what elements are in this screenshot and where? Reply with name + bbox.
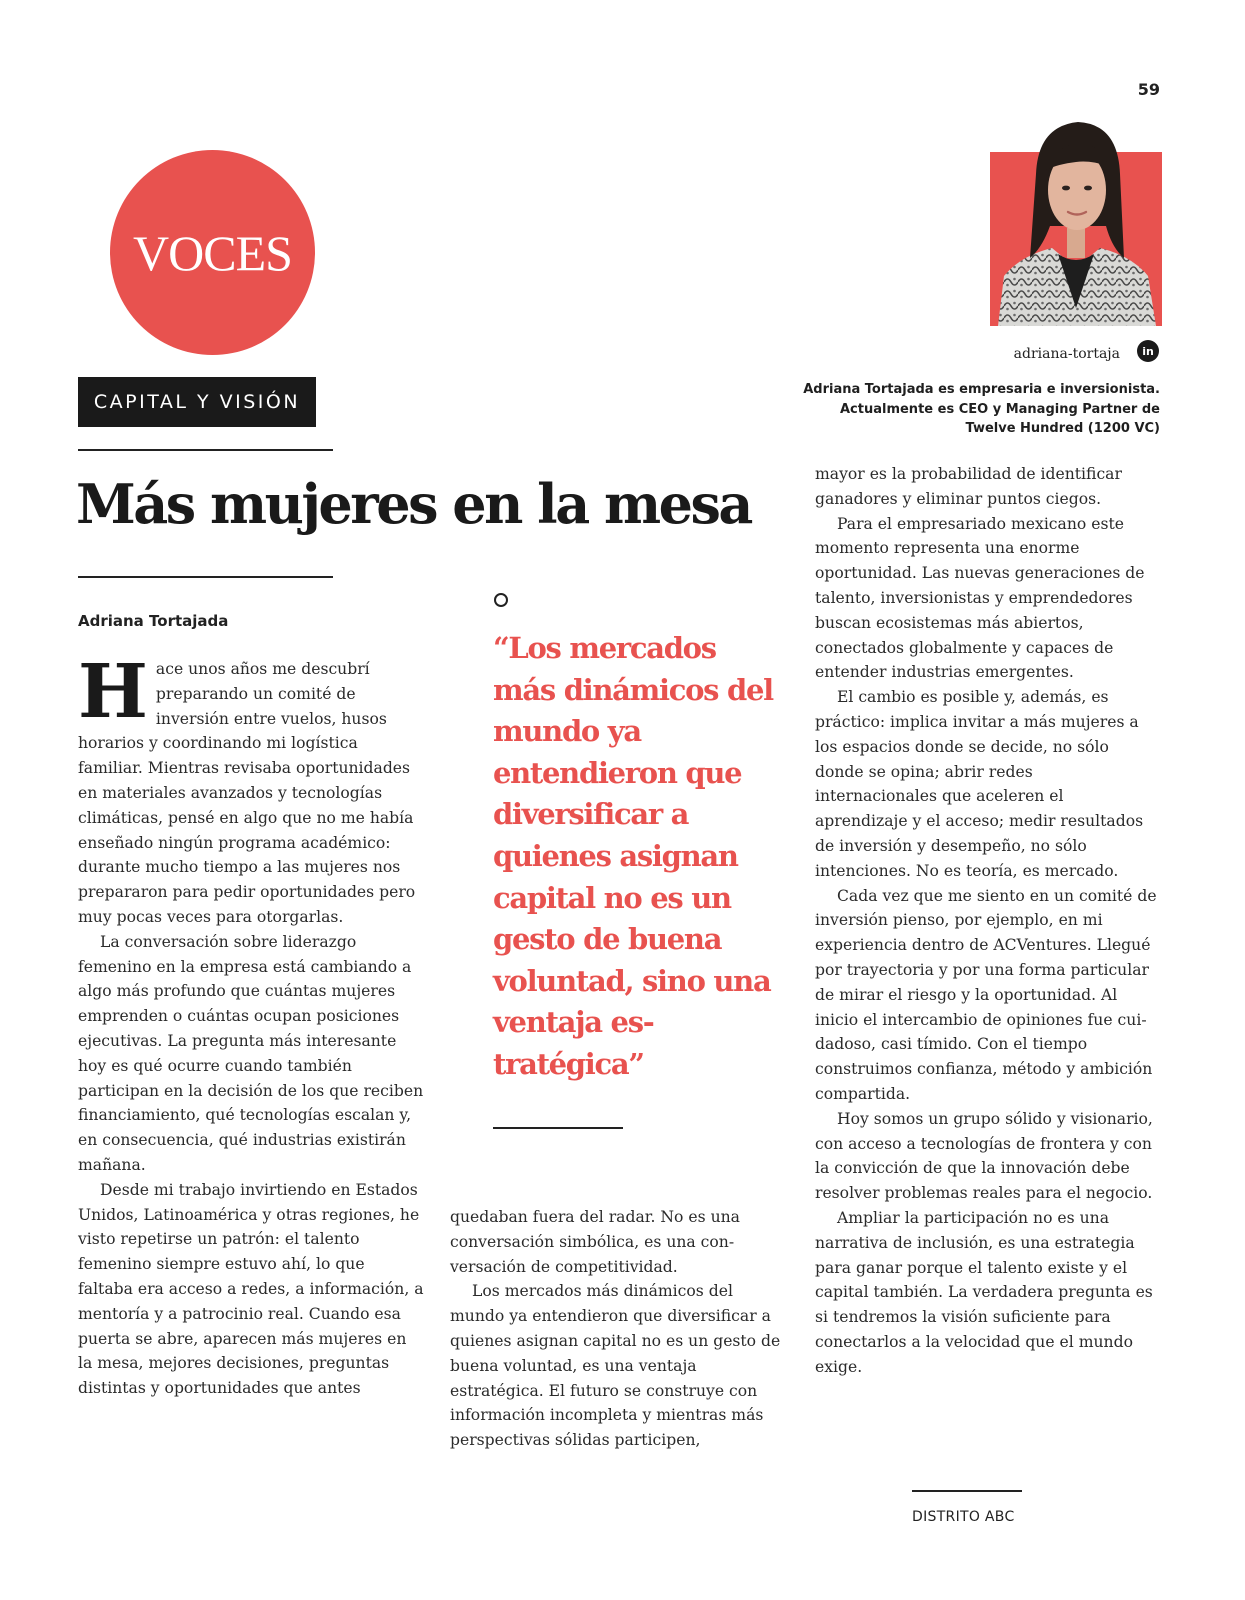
- article-headline: Más mujeres en la mesa: [76, 472, 751, 536]
- paragraph-5: Para el empresariado mexicano este momento representa una enorme oportunidad. Las nuevas generaciones de talento, inversionistas y emprendedores buscan ecosistemas más abiertos, conectados globalmente y capaces de entender industrias emergentes.: [815, 514, 1145, 682]
- paragraph-1-text: ace unos años me descubrí preparando un comité de inversión entre vuelos, husos horarios y coordinando mi logística familiar. Mientras revisaba oportunidades en materiales avanzados y tecnologías climáticas, pensé en algo que no me había enseñado ningún programa académico: durante mucho tiempo a las mujeres nos prepararon para pedir oportunidades pero muy pocas veces para otorgarlas.: [78, 660, 416, 926]
- author-photo: [990, 108, 1162, 326]
- paragraph-1: [78, 649, 424, 930]
- paragraph-2: La conversación sobre liderazgo femenino en la empresa está cambiando a algo más profundo que cuántas mujeres emprenden o cuántas ocupan posiciones ejecutivas. La pregunta más interesante hoy es qué ocurre cuando también participan en la decisión de los que reciben financiamiento, qué tecnologías escalan y, en consecuencia, qué industrias existirán mañana.: [78, 932, 424, 1174]
- paragraph-9: Ampliar la participación no es una narrativa de inclusión, es una estrategia para ganar porque el talento existe y el capital también. La verdadera pregunta es si tendremos la visión suficiente para conectarlos a la velocidad que el mundo exige.: [815, 1208, 1153, 1376]
- author-bio: Adriana Tortajada es empresaria e inversionista. Actualmente es CEO y Managing Partner de Twelve Hundred (1200 VC): [803, 382, 1160, 436]
- paragraph-3: Desde mi trabajo invirtiendo en Estados Unidos, Latinoamérica y otras regiones, he visto repetirse un patrón: el talento femenino siempre estuvo ahí, lo que faltaba era acceso a redes, a información, a mentoría y a patrocinio real. Cuando esa puerta se abre, aparecen más mujeres en la mesa, mejores decisiones, preguntas distintas y oportunidades que antes: [78, 1180, 424, 1398]
- voces-badge: [110, 150, 315, 355]
- article-column-2: [450, 1205, 790, 1453]
- paragraph-3-continued: quedaban fuera del radar. No es una conversación simbólica, es una conversación de competitividad.: [450, 1208, 740, 1276]
- paragraph-6: El cambio es posible y, además, es práctico: implica invitar a más mujeres a los espacios donde se decide, no sólo donde se opina; abrir redes internacionales que aceleren el aprendizaje y el acceso; medir resultados de inversión y desempeño, no sólo intenciones. No es teoría, es mercado.: [815, 688, 1144, 880]
- footer-rule: [912, 1490, 1022, 1492]
- drop-cap: H: [78, 649, 148, 735]
- headline-bottom-rule: [78, 576, 333, 578]
- page-number: 59: [1137, 80, 1160, 99]
- article-byline: Adriana Tortajada: [78, 612, 229, 630]
- pull-quote-rule: [493, 1127, 623, 1129]
- paragraph-7: Cada vez que me siento en un comité de inversión pienso, por ejemplo, en mi experiencia dentro de ACVentures. Llegué por trayectoria y por una forma particular de mirar el riesgo y la oportunidad. Al inicio el intercambio de opiniones fue cuidadoso, casi tímido. Con el tiempo construimos confianza, método y ambición compartida.: [815, 886, 1157, 1103]
- quote-marker-icon: [494, 593, 508, 607]
- article-column-1: [78, 649, 424, 1401]
- section-tag: CAPITAL Y VISIÓN: [78, 377, 316, 427]
- voces-badge-text: VOCES: [133, 224, 292, 281]
- linkedin-icon[interactable]: in: [1137, 340, 1159, 362]
- author-social-handle[interactable]: adriana-tortaja: [1013, 346, 1120, 362]
- pull-quote: “Los mercados más dinámicos del mundo ya entendieron que diversificar a quienes asignan capital no es un gesto de buena voluntad, sino una ventaja estratégica”: [493, 631, 773, 1081]
- paragraph-4: Los mercados más dinámicos del mundo ya entendieron que diversificar a quienes asignan capital no es un gesto de buena voluntad, es una ventaja estratégica. El futuro se construye con información incompleta y mientras más perspectivas sólidas participen,: [450, 1282, 781, 1450]
- paragraph-8: Hoy somos un grupo sólido y visionario, con acceso a tecnologías de frontera y con la convicción de que la innovación debe resolver problemas reales para el negocio.: [815, 1109, 1153, 1203]
- publication-footer: DISTRITO ABC: [912, 1509, 1015, 1525]
- author-portrait-illustration: [990, 108, 1162, 326]
- headline-top-rule: [78, 449, 333, 451]
- paragraph-4-continued: mayor es la probabilidad de identificar ganadores y eliminar puntos ciegos.: [815, 465, 1122, 508]
- article-column-3: [815, 462, 1157, 1379]
